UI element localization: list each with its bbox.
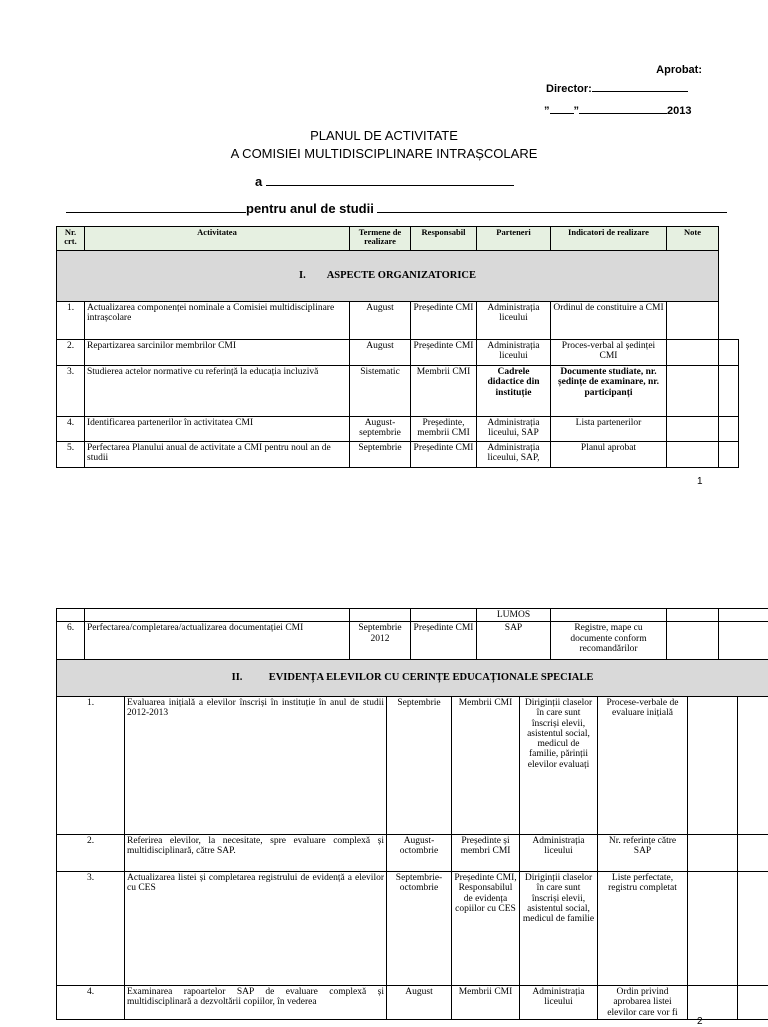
row-number: 2. bbox=[57, 835, 125, 872]
indicators-cell: Lista partenerilor bbox=[551, 417, 667, 442]
institution-line bbox=[255, 173, 514, 189]
section-row bbox=[57, 251, 739, 302]
col-header-activity: Activitatea bbox=[85, 227, 350, 251]
notes-cell bbox=[667, 442, 719, 468]
col-header-responsible: Responsabil bbox=[411, 227, 477, 251]
partners-cell: LUMOS bbox=[477, 609, 551, 622]
table-row bbox=[57, 442, 739, 468]
partners-cell: Administrația liceului bbox=[520, 835, 598, 872]
responsible-cell: Președinte CMI bbox=[411, 622, 477, 660]
activity-table-page1 bbox=[56, 226, 739, 468]
notes-cell bbox=[667, 302, 719, 340]
term-cell: August bbox=[350, 302, 411, 340]
responsible-cell: Membrii CMI bbox=[452, 986, 520, 1020]
row-number: 4. bbox=[57, 986, 125, 1020]
activity-cell: Perfectarea Planului anual de activitate a CMI pentru noul an de studii bbox=[85, 442, 350, 468]
term-cell: Septembrie-octombrie bbox=[387, 872, 452, 986]
indicators-cell: Nr. referințe către SAP bbox=[598, 835, 688, 872]
notes-cell bbox=[688, 697, 738, 835]
responsible-cell: Președinte CMI bbox=[411, 340, 477, 366]
institution-label: a bbox=[255, 174, 262, 189]
indicators-cell: Proces-verbal al ședinței CMI bbox=[551, 340, 667, 366]
section-number: II. bbox=[232, 672, 243, 683]
responsible-cell: Președinte și membri CMI bbox=[452, 835, 520, 872]
responsible-cell: Președinte CMI bbox=[411, 302, 477, 340]
col-header-notes: Note bbox=[667, 227, 719, 251]
responsible-cell: Președinte CMI bbox=[411, 442, 477, 468]
row-number: 1. bbox=[57, 697, 125, 835]
indicators-cell: Ordin privind aprobarea listei elevilor care vor fi bbox=[598, 986, 688, 1020]
table-row bbox=[57, 872, 768, 986]
table-row bbox=[57, 302, 739, 340]
term-cell: August-octombrie bbox=[387, 835, 452, 872]
indicators-cell: Ordinul de constituire a CMI bbox=[551, 302, 667, 340]
partners-cell: Diriginții claselor în care sunt înscriși elevii, asistentul social, medicul de familie, părinții elevilor evaluați bbox=[520, 697, 598, 835]
table-row bbox=[57, 986, 768, 1020]
row-number: 4. bbox=[57, 417, 85, 442]
section-number: I. bbox=[299, 270, 306, 281]
responsible-cell: Președinte CMI, Responsabilul de evidența copiilor cu CES bbox=[452, 872, 520, 986]
section-title: ASPECTE ORGANIZATORICE bbox=[327, 270, 476, 281]
activity-cell: Referirea elevilor, la necesitate, spre evaluare complexă și multidisciplinară, către SAP. bbox=[125, 835, 387, 872]
notes-cell bbox=[688, 986, 738, 1020]
notes-cell bbox=[667, 340, 719, 366]
table-row bbox=[57, 609, 768, 622]
document-title-line1: PLANUL DE ACTIVITATE bbox=[0, 128, 768, 143]
term-cell: August bbox=[350, 340, 411, 366]
term-cell: August bbox=[387, 986, 452, 1020]
row-number: 2. bbox=[57, 340, 85, 366]
document-title-line2: A COMISIEI MULTIDISCIPLINARE INTRAȘCOLARE bbox=[0, 146, 768, 161]
notes-cell bbox=[667, 622, 719, 660]
notes-cell bbox=[667, 366, 719, 417]
term-cell: Septembrie bbox=[350, 442, 411, 468]
section-row bbox=[57, 660, 768, 697]
indicators-cell: Planul aprobat bbox=[551, 442, 667, 468]
col-header-term: Termene de realizare bbox=[350, 227, 411, 251]
director-signature-line bbox=[546, 79, 688, 95]
approval-date-line: ” ” 2013 bbox=[544, 101, 691, 117]
row-number: 6. bbox=[57, 622, 85, 660]
partners-cell: Administrația liceului bbox=[477, 302, 551, 340]
term-cell: Septembrie bbox=[387, 697, 452, 835]
activity-cell: Actualizarea componenței nominale a Comisiei multidisciplinare intrașcolare bbox=[85, 302, 350, 340]
table-header-row bbox=[57, 227, 739, 251]
table-row bbox=[57, 622, 768, 660]
col-header-nr: Nr. crt. bbox=[57, 227, 85, 251]
col-header-indicators: Indicatori de realizare bbox=[551, 227, 667, 251]
activity-cell: Actualizarea listei și completarea registrului de evidență a elevilor cu CES bbox=[125, 872, 387, 986]
partners-cell: Administrația liceului bbox=[477, 340, 551, 366]
section-heading bbox=[57, 251, 719, 302]
indicators-cell: Procese-verbale de evaluare inițială bbox=[598, 697, 688, 835]
activity-cell: Examinarea rapoartelor SAP de evaluare complexă și multidisciplinară a dezvoltării copiilor, în vederea bbox=[125, 986, 387, 1020]
partners-cell: Administrația liceului, SAP bbox=[477, 417, 551, 442]
notes-cell bbox=[688, 872, 738, 986]
responsible-cell: Membrii CMI bbox=[452, 697, 520, 835]
table-row bbox=[57, 417, 739, 442]
table-row bbox=[57, 340, 739, 366]
activity-cell: Perfectarea/completarea/actualizarea documentației CMI bbox=[85, 622, 350, 660]
partners-cell: Administrația liceului bbox=[520, 986, 598, 1020]
section-heading bbox=[57, 660, 768, 697]
row-number: 1. bbox=[57, 302, 85, 340]
partners-cell: Administrația liceului, SAP, bbox=[477, 442, 551, 468]
partners-cell: SAP bbox=[477, 622, 551, 660]
row-number: 3. bbox=[57, 872, 125, 986]
approval-label: Aprobat: bbox=[656, 64, 702, 76]
activity-cell: Studierea actelor normative cu referință la educația incluzivă bbox=[85, 366, 350, 417]
col-header-partners: Parteneri bbox=[477, 227, 551, 251]
table-row bbox=[57, 697, 768, 835]
page-number: 1 bbox=[697, 476, 703, 487]
indicators-cell: Registre, mape cu documente conform recomandărilor bbox=[551, 622, 667, 660]
responsible-cell: Președinte, membrii CMI bbox=[411, 417, 477, 442]
notes-cell bbox=[688, 835, 738, 872]
term-cell: Septembrie 2012 bbox=[350, 622, 411, 660]
page-number: 2 bbox=[697, 1016, 703, 1027]
school-year-line bbox=[66, 200, 727, 216]
indicators-cell: Documente studiate, nr. ședințe de examinare, nr. participanți bbox=[551, 366, 667, 417]
activity-table-section2 bbox=[56, 659, 768, 1020]
partners-cell: Diriginții claselor în care sunt înscriși elevii, asistentul social, medicul de familie bbox=[520, 872, 598, 986]
responsible-cell: Membrii CMI bbox=[411, 366, 477, 417]
partners-cell: Cadrele didactice din instituție bbox=[477, 366, 551, 417]
term-cell: Sistematic bbox=[350, 366, 411, 417]
activity-cell: Repartizarea sarcinilor membrilor CMI bbox=[85, 340, 350, 366]
indicators-cell: Liste perfectate, registru completat bbox=[598, 872, 688, 986]
director-label: Director: bbox=[546, 83, 592, 95]
school-year-label: pentru anul de studii bbox=[246, 201, 374, 216]
table-row bbox=[57, 366, 739, 417]
activity-cell: Identificarea partenerilor în activitatea CMI bbox=[85, 417, 350, 442]
table-row bbox=[57, 835, 768, 872]
term-cell: August-septembrie bbox=[350, 417, 411, 442]
activity-cell: Evaluarea inițială a elevilor înscriși în instituție în anul de studii 2012-2013 bbox=[125, 697, 387, 835]
section-title: EVIDENȚA ELEVILOR CU CERINȚE EDUCAȚIONALE SPECIALE bbox=[269, 672, 594, 683]
approval-year: 2013 bbox=[667, 105, 691, 117]
activity-table-page2 bbox=[56, 608, 768, 660]
row-number: 5. bbox=[57, 442, 85, 468]
row-number: 3. bbox=[57, 366, 85, 417]
notes-cell bbox=[667, 417, 719, 442]
